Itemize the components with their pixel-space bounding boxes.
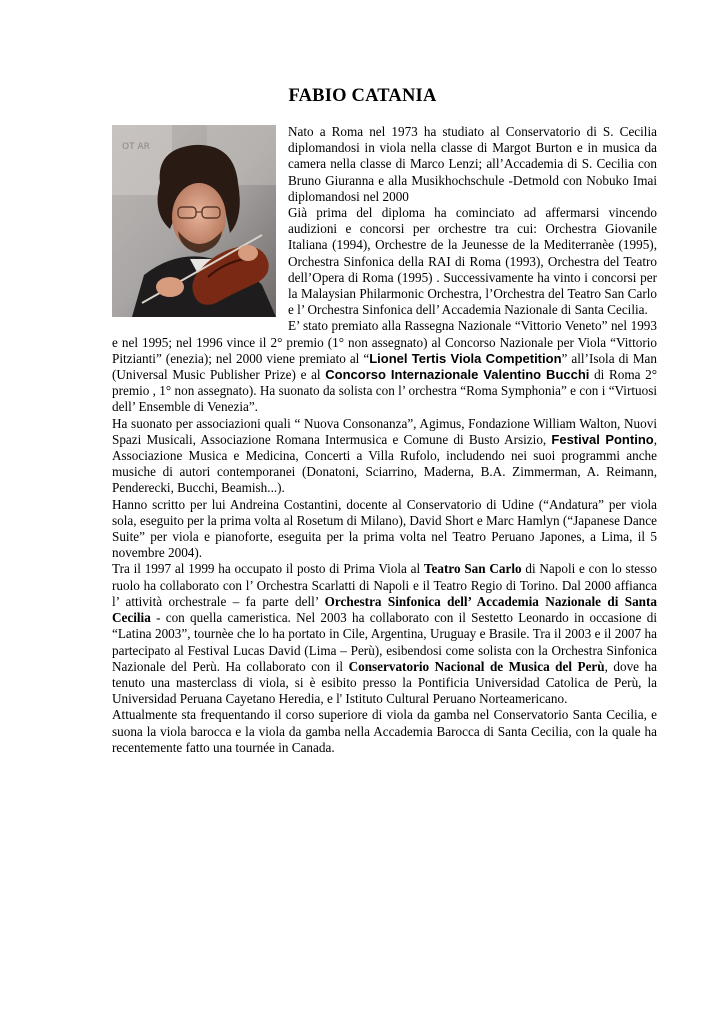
page-title: FABIO CATANIA: [288, 86, 437, 106]
festival-pontino: Festival Pontino: [551, 431, 654, 447]
paragraph-associations: Ha suonato per associazioni quali “ Nuova Consonanza”, Agimus, Fondazione William Walton, Nuovi Spazi Musicali, Associazione Romana Intermusica e Comune di Busto Arsizio, Festival Pontino, Associazione Musica e Medicina, Concerti a Villa Rufolo, includendo nei suoi programmi anche musiche di autori contemporanei (Donatoni, Sciarrino, Maderna, B.A. Zimmerman, A. Reimann, Penderecki, Bucchi, Beamish...).: [112, 415, 657, 496]
conservatorio-peru: Conservatorio Nacional de Musica del Perù: [348, 658, 605, 674]
musician-photo: [112, 125, 276, 317]
paragraph-compositions: Hanno scritto per lui Andreina Costantini, docente al Conservatorio di Udine (“Andatura” per viola sola, eseguito per la prima volta al Rosetum di Milano), David Short e Marc Hamlyn (“Japanese Dance Suite” per viola e pianoforte, eseguita per la prima volta nel Teatro Peruano Japones, a Lima, il 5 novembre 2004).: [112, 496, 657, 561]
biography-body: [112, 124, 657, 756]
svg-text:OT AR: OT AR: [122, 142, 150, 152]
musician-photo-icon: [112, 125, 276, 317]
paragraph-current: Attualmente sta frequentando il corso superiore di viola da gamba nel Conservatorio Santa Cecilia, e suona la viola barocca e la viola da gamba nella Accademia Barocca di Santa Cecilia, con la quale ha recentemente fatto una tournée in Canada.: [112, 707, 657, 755]
teatro-san-carlo: Teatro San Carlo: [423, 561, 522, 577]
paragraph-career: Tra il 1997 al 1999 ha occupato il posto di Prima Viola al Teatro San Carlo di Napoli e con lo stesso ruolo ha collaborato con l’ Orchestra Scarlatti di Napoli e il Teatro Regio di Torino. Dal 2000 affianca l’ attività orchestrale – fa parte dell’ Orchestra Sinfonica dell’ Accademia Nazionale di Santa Cecilia - con quella cameristica. Nel 2003 ha collaborato con il Sestetto Leonardo in occasione di “Latina 2003”, tournèe che lo ha portato in Cile, Argentina, Uruguay e Brasile. Tra il 2003 e il 2007 ha partecipato al Festival Lucas David (Lima – Perù), esibendosi come solista con la Orchestra Sinfonica Nazionale del Perù. Ha collaborato con il Conservatorio Nacional de Musica del Perù, dove ha tenuto una masterclass di viola, si è esibito presso la Pontificia Universidad Catolica de Perù, la Universidad Peruana Cayetano Heredia, e l' Istituto Cultural Peruano Norteamericano.: [112, 561, 658, 707]
award-lionel-tertis: Lionel Tertis Viola Competition: [369, 350, 562, 366]
orchestra-santa-cecilia: Orchestra Sinfonica dell’ Accademia Nazionale di Santa Cecilia: [112, 593, 657, 626]
award-valentino-bucchi: Concorso Internazionale Valentino Bucchi: [325, 367, 590, 383]
paragraph-auditions: Già prima del diploma ha cominciato ad affermarsi vincendo audizioni e concorsi per orchestre tra cui: Orchestra Giovanile Italiana (1994), Orchestre de la Jeunesse de la Mediterranèe (1995), Orchestra Sinfonica della RAI di Roma (1993), Orchestra del Teatro dell’Opera di Roma (1995) . Successivamente ha vinto i concorsi per la Malaysian Philarmonic Orchestra, l’Orchestra del Teatro San Carlo e l’ Orchestra Sinfonica dell’ Accademia Nazionale di Santa Cecilia.: [288, 205, 657, 318]
paragraph-awards: E’ stato premiato alla Rassegna Nazionale “Vittorio Veneto” nel 1993 e nel 1995; nel 1996 vince il 2° premio (1° non assegnato) al Concorso Nazionale per Viola “Vittorio Pitzianti” (enezia); nel 2000 viene premiato al “Lionel Tertis Viola Competition” all’Isola di Man (Universal Music Publisher Prize) e al Concorso Internazionale Valentino Bucchi di Roma 2° premio , 1° non assegnato). Ha suonato da solista con l’ orchestra “Roma Symphonia” e con i “Virtuosi dell’ Ensemble di Venezia”.: [112, 318, 658, 415]
paragraph-training: Nato a Roma nel 1973 ha studiato al Conservatorio di S. Cecilia diplomandosi in viola nella classe di Margot Burton e in musica da camera nella classe di Marco Lenzi; all’Accademia di S. Cecilia con Bruno Giuranna e alla Musikhochschule -Detmold con Nobuko Imai diplomandosi nel 2000: [288, 124, 657, 204]
